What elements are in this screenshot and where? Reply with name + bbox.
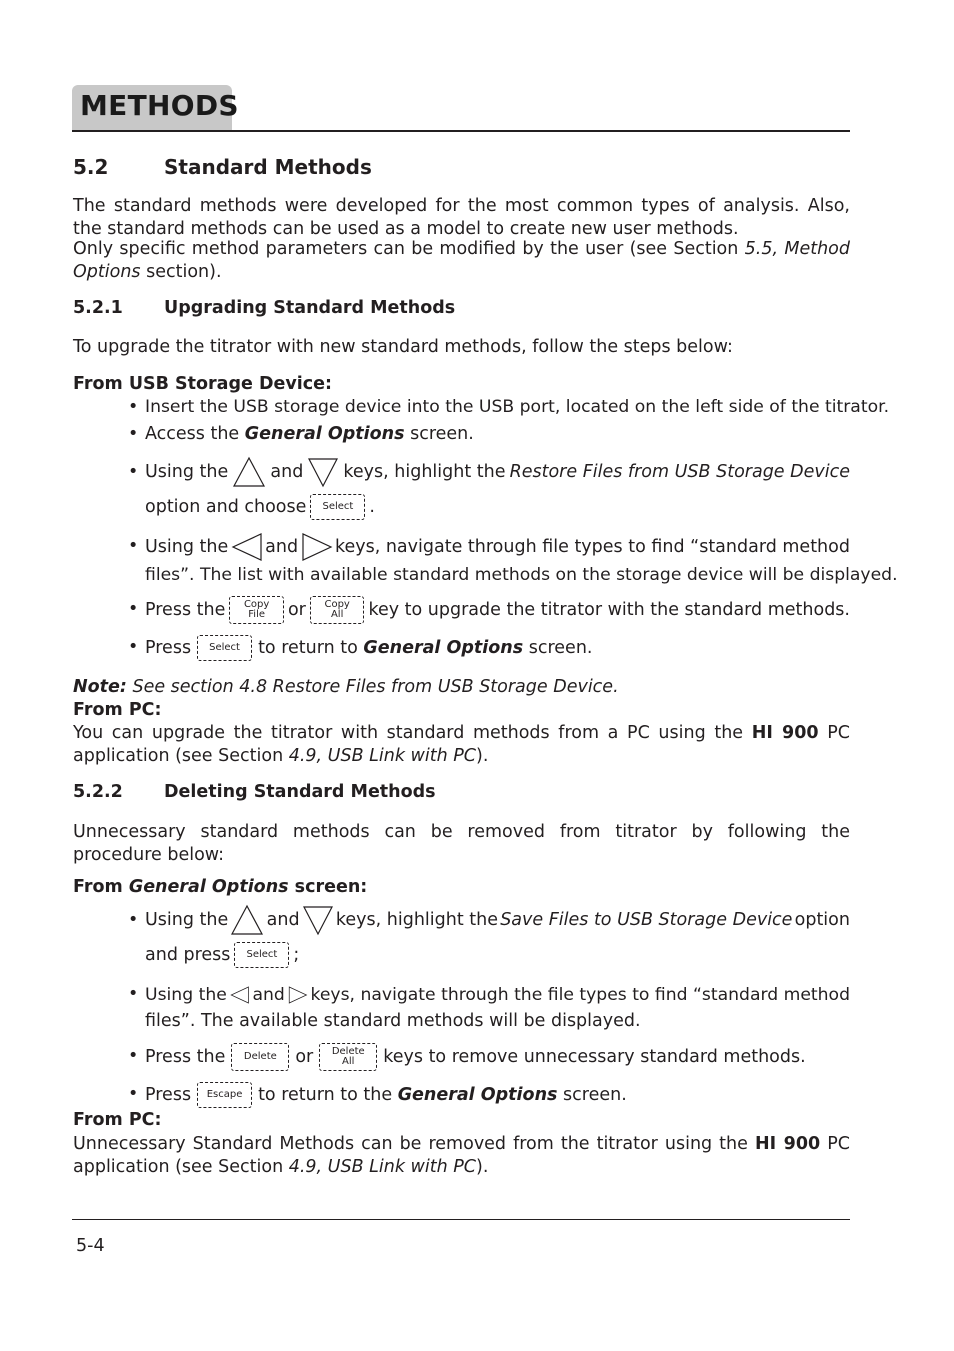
list-item: • Press Escape to return to the General Options screen. (128, 1080, 850, 1110)
list-item: • Press the Copy File or Copy All key to upgrade the titrator with the standard methods. (128, 595, 850, 625)
left-arrow-key-icon (231, 532, 263, 562)
section-5-2-paragraph-2: Only specific method parameters can be modified by the user (see Section 5.5, Method Options section). (73, 239, 850, 282)
copy-file-key-icon: Copy File (229, 596, 284, 624)
footer-rule (72, 1219, 850, 1220)
list-item: • Using the and keys, navigate through file types to find “standard method files”. The list with available standard methods on the storage device will be displayed. (128, 532, 850, 588)
up-arrow-key-icon (232, 456, 266, 488)
copy-all-key-icon: Copy All (310, 596, 365, 624)
chapter-title: METHODS (80, 89, 239, 122)
section-5-2-2-intro: Unnecessary standard methods can be removed from titrator by following the procedure below: (73, 822, 850, 865)
general-options-heading: From General Options screen: (73, 877, 368, 897)
select-key-icon: Select (197, 635, 252, 661)
down-arrow-key-icon (307, 456, 339, 488)
list-item: • Press Select to return to General Options screen. (128, 633, 850, 663)
list-item: • Insert the USB storage device into the USB port, located on the left side of the titrator. (128, 397, 890, 417)
section-heading-5-2-2: 5.2.2 Deleting Standard Methods (73, 782, 436, 802)
section-5-2-paragraph-1: The standard methods were developed for the most common types of analysis. Also, the standard methods can be used as a model to create new user methods. (73, 196, 850, 239)
usb-heading: From USB Storage Device: (73, 374, 333, 394)
pc-paragraph: You can upgrade the titrator with standard methods from a PC using the HI 900 PC application (see Section 4.9, USB Link with PC). (73, 723, 851, 766)
left-arrow-key-icon (230, 980, 250, 1010)
down-arrow-key-icon (302, 904, 334, 936)
list-item: • Press the Delete or Delete All keys to remove unnecessary standard methods. (128, 1042, 850, 1072)
list-item: • Access the General Options screen. (128, 424, 474, 444)
list-item: • Using the and keys, navigate through the file types to find “standard method files”. The available standard methods will be displayed. (128, 980, 850, 1036)
note: Note: See section 4.8 Restore Files from USB Storage Device. (73, 677, 619, 697)
section-heading-5-2: 5.2 Standard Methods (73, 155, 372, 179)
page-number: 5-4 (76, 1236, 105, 1256)
pc-heading: From PC: (73, 1110, 162, 1130)
select-key-icon: Select (234, 942, 289, 968)
escape-key-icon: Escape (197, 1082, 252, 1108)
up-arrow-key-icon (230, 904, 264, 936)
right-arrow-key-icon (301, 532, 333, 562)
pc-paragraph: Unnecessary Standard Methods can be removed from the titrator using the HI 900 PC application (see Section 4.9, USB Link with PC). (73, 1134, 850, 1177)
pc-heading: From PC: (73, 700, 162, 720)
delete-all-key-icon: Delete All (319, 1043, 377, 1071)
section-5-2-1-intro: To upgrade the titrator with new standard methods, follow the steps below: (73, 337, 733, 357)
list-item: • Using the and keys, highlight the Save Files to USB Storage Device option and press Select ; (128, 904, 850, 974)
right-arrow-key-icon (288, 980, 308, 1010)
header-rule (72, 130, 850, 132)
section-heading-5-2-1: 5.2.1 Upgrading Standard Methods (73, 298, 456, 318)
delete-key-icon: Delete (231, 1043, 289, 1071)
list-item: • Using the and keys, highlight the Restore Files from USB Storage Device option and choose Select . (128, 456, 850, 526)
select-key-icon: Select (310, 494, 365, 520)
